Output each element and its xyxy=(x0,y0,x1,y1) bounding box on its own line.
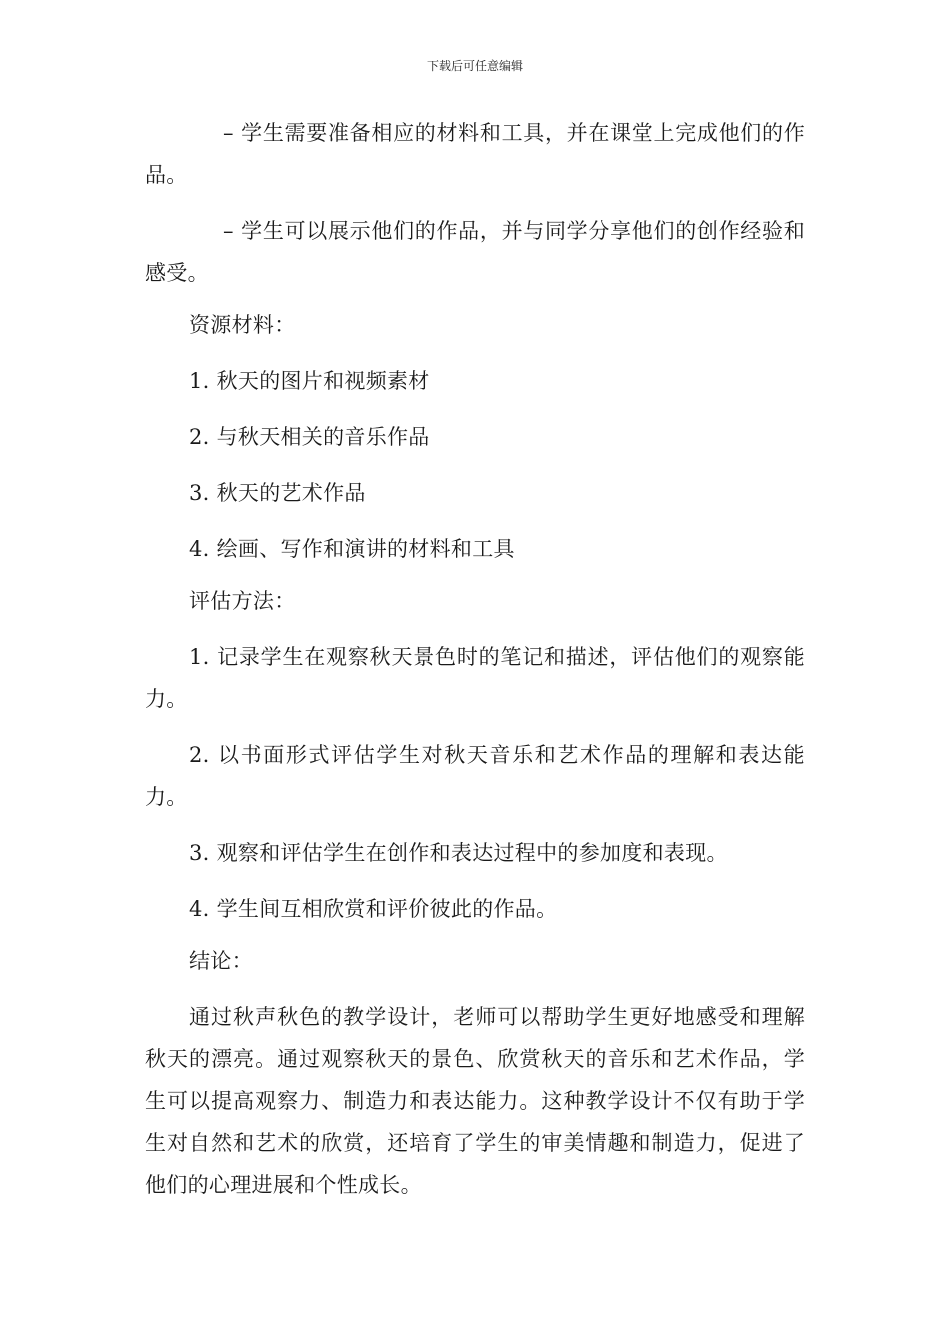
resource-item: 4. 绘画、写作和演讲的材料和工具 xyxy=(189,537,515,561)
resource-item: 1. 秋天的图片和视频素材 xyxy=(189,369,430,393)
evaluation-item: 1. 记录学生在观察秋天景色时的笔记和描述，评估他们的观察能力。 xyxy=(145,645,805,711)
paragraph-prepare-materials: – 学生需要准备相应的材料和工具，并在课堂上完成他们的作品。 xyxy=(145,121,805,187)
evaluation-item: 2. 以书面形式评估学生对秋天音乐和艺术作品的理解和表达能力。 xyxy=(145,743,805,809)
paragraph-show-works: – 学生可以展示他们的作品，并与同学分享他们的创作经验和感受。 xyxy=(145,219,805,285)
evaluation-item: 4. 学生间互相欣赏和评价彼此的作品。 xyxy=(189,897,558,921)
evaluation-item: 3. 观察和评估学生在创作和表达过程中的参加度和表现。 xyxy=(189,841,728,865)
resource-item: 3. 秋天的艺术作品 xyxy=(189,481,366,505)
page-header: 下载后可任意编辑 xyxy=(426,59,523,73)
resource-item: 2. 与秋天相关的音乐作品 xyxy=(189,425,430,449)
conclusion-heading: 结论： xyxy=(189,949,253,973)
evaluation-heading: 评估方法： xyxy=(189,589,296,613)
resources-heading: 资源材料： xyxy=(189,313,296,337)
conclusion-paragraph: 通过秋声秋色的教学设计，老师可以帮助学生更好地感受和理解秋天的漂亮。通过观察秋天的景色、欣赏秋天的音乐和艺术作品，学生可以提高观察力、制造力和表达能力。这种教学设计不仅有助于学生对自然和艺术的欣赏，还培育了学生的审美情趣和制造力，促进了他们的心理进展和个性成长。 xyxy=(145,1005,805,1197)
document-body xyxy=(145,112,805,1206)
